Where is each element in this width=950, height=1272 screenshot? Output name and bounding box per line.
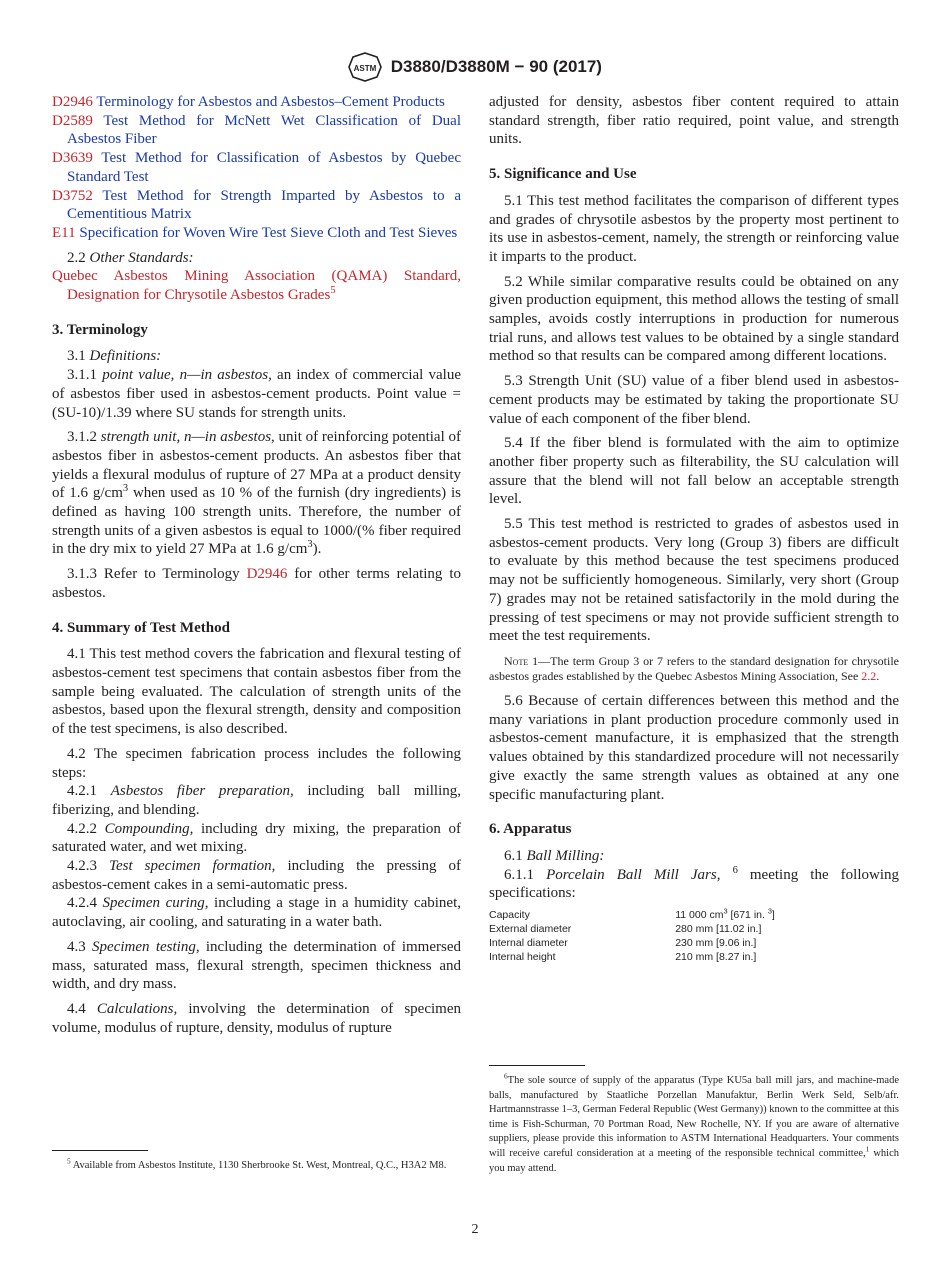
- document-designation: D3880/D3880M − 90 (2017): [390, 57, 602, 76]
- qama-standard-link[interactable]: Quebec Asbestos Mining Association (QAMA) Standard, Designation for Chrysotile Asbestos Grades$^5$: [52, 268, 461, 304]
- para-4-4: 4.4 Calculations, involving the determination of specimen volume, modulus of rupture, density, modulus of rupture: [52, 1000, 461, 1036]
- section-5-title: 5. Significance and Use: [489, 166, 637, 183]
- para-3-1-1: 3.1.1 point value, n—in asbestos, an index of commercial value of asbestos fiber used in asbestos-cement products. Point value = (SU-10)/1.39 where SU stands for strength units.: [52, 367, 461, 421]
- para-4-1: 4.1 This test method covers the fabrication and flexural testing of asbestos-cement test specimens that contain asbestos fiber from the sample being evaluated. The calculation of strength units of the asbestos, based upon the flexural strength, density and composition of the test specimens, is also described.: [52, 646, 461, 738]
- para-4-2-1: 4.2.1 Asbestos fiber preparation, including ball milling, fiberizing, and blending.: [52, 783, 461, 818]
- page-header: [0, 52, 950, 82]
- ref-title-link[interactable]: Terminology for Asbestos and Asbestos–Cement Products: [96, 94, 445, 110]
- ball-mill-specs-table: [489, 908, 899, 964]
- para-6-1: 6.1 Ball Milling:: [504, 847, 605, 864]
- ref-item: [52, 149, 461, 186]
- ref-code-link[interactable]: D3639: [52, 150, 93, 167]
- ref-code-link[interactable]: D3752: [52, 187, 93, 204]
- para-5-6: 5.6 Because of certain differences between this method and the many variations in plant production procedure commonly used in asbestos-cement manufacture, it is emphasized that the strength values obtained by this standardized procedure will not necessarily give exactly the same strength values as obtained at any one specific manufacturing plant.: [489, 692, 899, 803]
- para-3-1: 3.1 Definitions:: [67, 348, 162, 365]
- para-5-3: 5.3 Strength Unit (SU) value of a fiber blend used in asbestos-cement products may be estimated by taking the proportionate SU value of each component of the fiber blend.: [489, 373, 899, 427]
- section-4-title: 4. Summary of Test Method: [52, 619, 230, 636]
- ref-item: [52, 224, 461, 243]
- para-4-3: 4.3 Specimen testing, including the determination of immersed mass, saturated mass, flexural strength, specimen thickness and width, and dry mass.: [52, 938, 461, 993]
- para-4-2-4: 4.2.4 Specimen curing, including a stage in a humidity cabinet, autoclaving, air cooling, and saturating in a water bath.: [52, 895, 461, 931]
- logo-text: ASTM: [353, 64, 377, 73]
- section-3-title: 3. Terminology: [52, 321, 148, 338]
- para-6-1-1: 6.1.1 Porcelain Ball Mill Jars, $^6$ meeting the following specifications:: [489, 864, 900, 902]
- footnote-ref-6[interactable]: 6: [732, 864, 738, 876]
- ref-item: [52, 187, 461, 224]
- ref-code-link[interactable]: D2589: [52, 112, 93, 129]
- right-column: [489, 93, 900, 1174]
- para-4-4-continued: adjusted for density, asbestos fiber content required to attain standard strength, fiber ratio required, point value, and strength units.: [489, 94, 899, 148]
- ref-item: [52, 112, 461, 149]
- ref-item: [52, 93, 461, 112]
- ref-title-link[interactable]: Test Method for McNett Wet Classification of Dual Asbestos Fiber: [67, 112, 461, 148]
- page-number: 2: [471, 1222, 479, 1237]
- para-4-2: 4.2 The specimen fabrication process includes the following steps:: [52, 745, 461, 781]
- ref-title-link[interactable]: Specification for Woven Wire Test Sieve Cloth and Test Sieves: [79, 224, 458, 241]
- para-4-2-3: 4.2.3 Test specimen formation, including the pressing of asbestos-cement cakes in a semi-automatic press.: [52, 858, 461, 893]
- table-row: Capacity 11 000 $cm^3$ [671 in. $^3$]: [489, 906, 775, 922]
- ref-title-link[interactable]: Test Method for Classification of Asbestos by Quebec Standard Test: [67, 150, 461, 185]
- table-row: Internal height 210 mm [8.27 in.]: [489, 951, 757, 964]
- para-4-2-2: 4.2.2 Compounding, including dry mixing, the preparation of saturated water, and wet mixing.: [52, 820, 462, 856]
- footnote-area-right: [489, 1065, 899, 1176]
- section-2-2-link[interactable]: 2.2: [861, 668, 877, 683]
- left-column: [52, 93, 462, 1171]
- section-6-title: 6. Apparatus: [489, 821, 572, 838]
- para-5-2: 5.2 While similar comparative results could be obtained on any given production equipment, this method allows the testing of small samples, avoids costly interruptions in production for numerous trial runs, and allows test values to be obtained by a single standard method so that results can be compared among different locations.: [489, 273, 899, 365]
- footnote-rule: [489, 1065, 585, 1066]
- footnote-rule: [52, 1150, 148, 1151]
- d2946-link[interactable]: D2946: [246, 566, 288, 583]
- footnote-6: $^6$The sole source of supply of the apparatus (Type KU5a ball mill jars, and machine-made balls, manufactured by Staatliche Porzellan Manufaktur, Berlin Werk Seld, Selb/afr. Hartmannstrasse 1–3, German Federal Republic (West Germany)) known to the committee at this time is Fish-Schurman, 70 Portman Road, New Rochelle, NY. If you are aware of alternative suppliers, please provide this information to ASTM International Headquarters. Your comments will receive careful consideration at a meeting of the responsible technical committee,$^1$ which you may attend.: [489, 1071, 899, 1174]
- table-row: Internal diameter 230 mm [9.06 in.]: [489, 937, 757, 950]
- para-5-5: 5.5 This test method is restricted to grades of asbestos used in asbestos-cement products. Very long (Group 3) fibers are difficult to evaluate by this method because the test specimens produced may not be sufficiently homogeneous. Similarly, very short (Group 7) grades may not be retained satisfactorily in the mold during the pressing of test specimens or may not provide sufficient strength to meet the test requirements.: [489, 516, 899, 645]
- para-5-1: 5.1 This test method facilitates the comparison of different types and grades of chrysotile asbestos by the property most pertinent to its use in asbestos-cement, namely, the strength or reinforcing value it imparts to the product.: [489, 192, 899, 265]
- footnote-5: $^5$ Available from Asbestos Institute, 1130 Sherbrooke St. West, Montreal, Q.C., H3A2 M8.: [67, 1156, 447, 1171]
- table-row: External diameter 280 mm [11.02 in.]: [489, 923, 762, 936]
- footnote-ref-5[interactable]: 5: [330, 285, 336, 297]
- ref-code-link[interactable]: D2946: [52, 94, 93, 110]
- ref-title-link[interactable]: Test Method for Strength Imparted by Asbestos to a Cementitious Matrix: [67, 187, 461, 223]
- note-1: Note 1—The term Group 3 or 7 refers to the standard designation for chrysotile asbestos grades established by the Quebec Asbestos Mining Association, See 2.2.: [489, 653, 900, 683]
- para-3-1-3: 3.1.3 Refer to Terminology D2946 for other terms relating to asbestos.: [52, 566, 461, 601]
- other-standards-heading: 2.2 Other Standards:: [67, 249, 194, 266]
- ref-code-link[interactable]: E11: [52, 224, 76, 241]
- footnote-area-left: [52, 1150, 461, 1174]
- para-3-1-2: 3.1.2 strength unit, n—in asbestos, unit of reinforcing potential of asbestos fiber in asbestos-cement products. An asbestos fiber that yields a flexural modulus of rupture of 27 MPa at a product density of 1.6 $g/cm^3$ when used as 10 % of the furnish (dry ingredients) is defined as having 100 strength units. Therefore, the number of strength units of a given asbestos is equal to 1000/(% fiber required in the dry mix to yield 27 MPa at 1.6 $g/cm^3$).: [52, 429, 461, 558]
- para-5-4: 5.4 If the fiber blend is formulated with the aim to optimize another fiber property such as filterability, the SU calculation will assure that the blend will not fall below an acceptable strength level.: [489, 435, 899, 508]
- astm-logo: [348, 52, 382, 82]
